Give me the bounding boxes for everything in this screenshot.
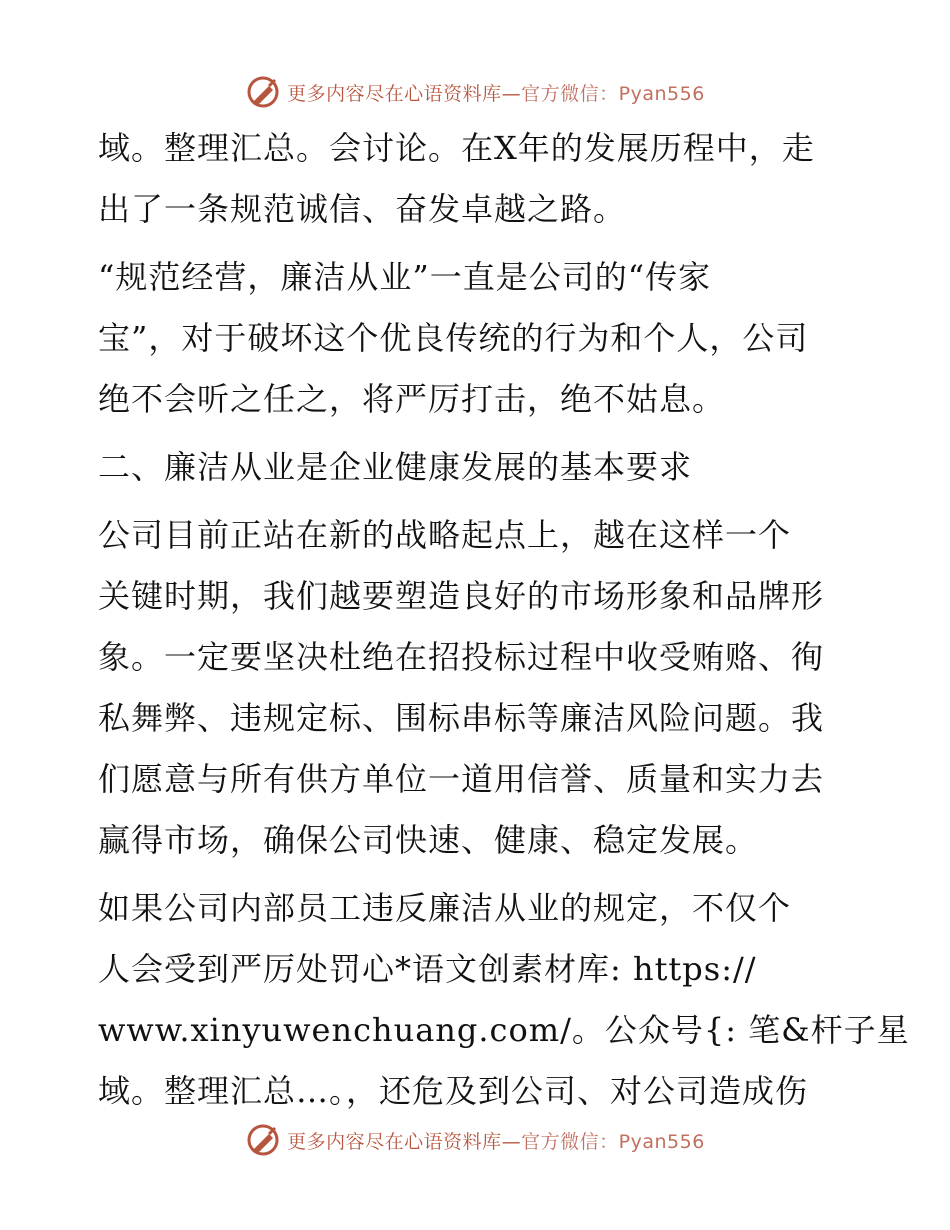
text-line: 域。整理汇总。会讨论。在X年的发展历程中，走	[98, 129, 815, 167]
header-watermark	[0, 72, 950, 112]
section-heading	[98, 437, 858, 498]
document-body	[98, 118, 910, 1122]
text-line: 如果公司内部员工违反廉洁从业的规定，不仅个	[98, 889, 792, 927]
pen-in-circle-icon	[245, 74, 281, 110]
watermark-text: 更多内容尽在心语资料库—官方微信：Pyan556	[287, 82, 705, 105]
text-line: “规范经营，廉洁从业”一直是公司的“传家	[98, 258, 712, 296]
text-line: 公司目前正站在新的战略起点上，越在这样一个	[98, 516, 792, 554]
heading-line: 二、廉洁从业是企业健康发展的基本要求	[98, 448, 693, 486]
text-line: 绝不会听之任之，将严厉打击，绝不姑息。	[98, 380, 726, 418]
text-line: 人会受到严厉处罚心*语文创素材库: https://	[98, 950, 757, 988]
paragraph	[98, 118, 858, 240]
footer-watermark	[0, 1120, 950, 1160]
watermark-text: 更多内容尽在心语资料库—官方微信：Pyan556	[287, 1130, 705, 1153]
pen-in-circle-icon	[245, 1122, 281, 1158]
paragraph	[98, 247, 858, 430]
text-line: www.xinyuwenchuang.com/。公众号{: 笔&杆子星	[98, 1011, 910, 1049]
paragraph	[98, 505, 858, 871]
text-line: 域。整理汇总…。，还危及到公司、对公司造成伤	[98, 1072, 809, 1110]
text-line: 宝”，对于破坏这个优良传统的行为和个人，公司	[98, 319, 809, 357]
text-line: 赢得市场，确保公司快速、健康、稳定发展。	[98, 821, 759, 859]
text-line: 私舞弊、违规定标、围标串标等廉洁风险问题。我	[98, 699, 825, 737]
text-line: 们愿意与所有供方单位一道用信誉、质量和实力去	[98, 760, 825, 798]
text-line: 出了一条规范诚信、奋发卓越之路。	[98, 190, 627, 228]
text-line: 象。一定要坚决杜绝在招投标过程中收受贿赂、徇	[98, 638, 825, 676]
text-line: 关键时期，我们越要塑造良好的市场形象和品牌形	[98, 577, 825, 615]
paragraph	[98, 878, 910, 1122]
